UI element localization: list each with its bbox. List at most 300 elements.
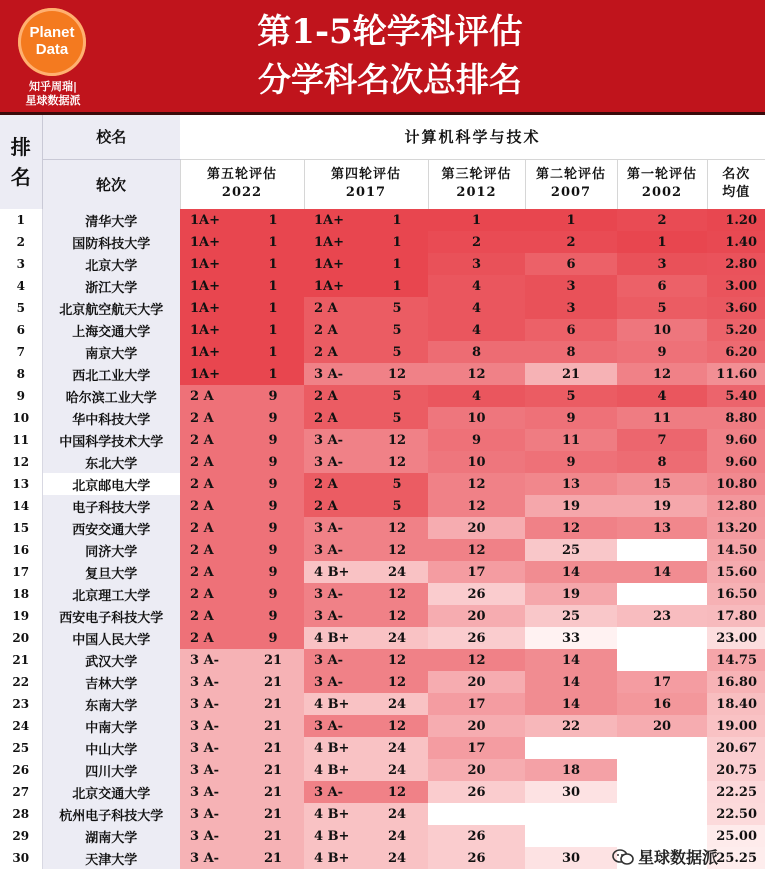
rank-average: 9.60 (707, 451, 765, 473)
grade-2022: 3 A- (180, 737, 242, 759)
rank-2007: 18 (525, 759, 617, 781)
wechat-icon (612, 849, 634, 865)
table-row (0, 583, 765, 605)
row-rank: 18 (0, 583, 42, 605)
rank-2017: 5 (366, 297, 428, 319)
rank-2022: 9 (242, 539, 304, 561)
table-row (0, 605, 765, 627)
round-col-title: 第五轮评估 (181, 166, 304, 184)
grade-2022: 2 A (180, 473, 242, 495)
grade-2022: 3 A- (180, 671, 242, 693)
rank-2007: 8 (525, 341, 617, 363)
table-row (0, 275, 765, 297)
school-name: 北京理工大学 (42, 583, 180, 605)
row-rank: 29 (0, 825, 42, 847)
row-rank: 6 (0, 319, 42, 341)
rank-2022: 21 (242, 847, 304, 869)
round-col-year: 2002 (618, 184, 707, 202)
table-row (0, 451, 765, 473)
rank-2012: 12 (428, 363, 525, 385)
school-name: 北京交通大学 (42, 781, 180, 803)
wechat-watermark (612, 845, 762, 867)
rank-2017: 5 (366, 473, 428, 495)
rank-2012: 12 (428, 473, 525, 495)
rank-2012: 1 (428, 209, 525, 231)
grade-2022: 3 A- (180, 803, 242, 825)
rank-average: 22.25 (707, 781, 765, 803)
rank-2012: 26 (428, 627, 525, 649)
rank-2002: 16 (617, 693, 707, 715)
rank-2002: 15 (617, 473, 707, 495)
rank-2007: 2 (525, 231, 617, 253)
grade-2022: 1A+ (180, 319, 242, 341)
grade-2017: 3 A- (304, 583, 366, 605)
grade-2017: 3 A- (304, 363, 366, 385)
rank-2002 (617, 803, 707, 825)
rank-2022: 9 (242, 473, 304, 495)
rank-2002: 8 (617, 451, 707, 473)
grade-2022: 1A+ (180, 253, 242, 275)
rank-2022: 21 (242, 781, 304, 803)
rank-2012: 26 (428, 583, 525, 605)
grade-2017: 2 A (304, 341, 366, 363)
rank-2012: 12 (428, 539, 525, 561)
rank-2017: 12 (366, 671, 428, 693)
round-col-year: 均值 (708, 184, 765, 202)
school-name: 西安交通大学 (42, 517, 180, 539)
school-name: 杭州电子科技大学 (42, 803, 180, 825)
rank-2012: 12 (428, 649, 525, 671)
grade-2017: 4 B+ (304, 847, 366, 869)
row-rank: 11 (0, 429, 42, 451)
grade-2017: 2 A (304, 385, 366, 407)
rank-2007: 25 (525, 539, 617, 561)
row-rank: 2 (0, 231, 42, 253)
rank-2022: 1 (242, 341, 304, 363)
rank-average: 5.40 (707, 385, 765, 407)
row-rank: 25 (0, 737, 42, 759)
rank-2002: 4 (617, 385, 707, 407)
rank-2007: 30 (525, 781, 617, 803)
table-row (0, 517, 765, 539)
table-row (0, 385, 765, 407)
rank-2012: 4 (428, 319, 525, 341)
rank-average: 22.50 (707, 803, 765, 825)
grade-2017: 1A+ (304, 275, 366, 297)
rank-2017: 24 (366, 847, 428, 869)
rank-header (0, 115, 42, 209)
rank-2012: 17 (428, 561, 525, 583)
table-row (0, 781, 765, 803)
rank-2017: 5 (366, 319, 428, 341)
rank-2017: 24 (366, 825, 428, 847)
grade-2022: 3 A- (180, 759, 242, 781)
rank-2012: 10 (428, 451, 525, 473)
rank-average: 14.50 (707, 539, 765, 561)
school-name: 同济大学 (42, 539, 180, 561)
rank-average: 15.60 (707, 561, 765, 583)
rank-2017: 24 (366, 737, 428, 759)
grade-2017: 3 A- (304, 605, 366, 627)
table-row (0, 715, 765, 737)
rank-2017: 12 (366, 583, 428, 605)
rank-2017: 24 (366, 561, 428, 583)
grade-2017: 3 A- (304, 781, 366, 803)
table-row (0, 649, 765, 671)
table-row (0, 341, 765, 363)
rank-2012: 3 (428, 253, 525, 275)
rank-2007: 33 (525, 627, 617, 649)
round-col-title: 名次 (708, 166, 765, 184)
rank-average: 1.40 (707, 231, 765, 253)
table-row (0, 561, 765, 583)
rank-average: 6.20 (707, 341, 765, 363)
rank-2002: 23 (617, 605, 707, 627)
rank-average: 17.80 (707, 605, 765, 627)
rank-2017: 5 (366, 385, 428, 407)
row-rank: 17 (0, 561, 42, 583)
rank-2007: 3 (525, 297, 617, 319)
row-rank: 10 (0, 407, 42, 429)
rank-average: 1.20 (707, 209, 765, 231)
rank-average: 20.67 (707, 737, 765, 759)
row-rank: 27 (0, 781, 42, 803)
school-name: 国防科技大学 (42, 231, 180, 253)
grade-2017: 2 A (304, 297, 366, 319)
rank-2012: 4 (428, 275, 525, 297)
rank-header-char: 排 (0, 132, 42, 162)
rank-2007: 30 (525, 847, 617, 869)
page-title: 第1-5轮学科评估 (110, 10, 670, 54)
rank-2022: 21 (242, 649, 304, 671)
table-row (0, 495, 765, 517)
logo-line2: Data (18, 42, 86, 58)
rank-2002 (617, 649, 707, 671)
rank-2022: 9 (242, 429, 304, 451)
round-col-title: 第一轮评估 (618, 166, 707, 184)
rank-2002 (617, 627, 707, 649)
rank-2017: 1 (366, 253, 428, 275)
rank-2002 (617, 583, 707, 605)
rank-2007: 6 (525, 319, 617, 341)
rank-2017: 24 (366, 759, 428, 781)
rank-2007: 14 (525, 649, 617, 671)
grade-2022: 2 A (180, 385, 242, 407)
rank-2017: 12 (366, 715, 428, 737)
rank-2022: 21 (242, 715, 304, 737)
rank-2017: 12 (366, 517, 428, 539)
grade-2022: 2 A (180, 407, 242, 429)
rank-2012 (428, 803, 525, 825)
round-col-title: 第四轮评估 (305, 166, 428, 184)
rank-2022: 1 (242, 209, 304, 231)
rank-average: 2.80 (707, 253, 765, 275)
school-name: 北京大学 (42, 253, 180, 275)
row-rank: 5 (0, 297, 42, 319)
table-row (0, 297, 765, 319)
school-name: 北京邮电大学 (42, 473, 180, 495)
rank-2017: 5 (366, 341, 428, 363)
rank-2007: 14 (525, 671, 617, 693)
rank-2012: 26 (428, 781, 525, 803)
school-name: 中南大学 (42, 715, 180, 737)
rank-2002: 13 (617, 517, 707, 539)
table-row (0, 319, 765, 341)
grade-2017: 4 B+ (304, 561, 366, 583)
rank-2012: 20 (428, 517, 525, 539)
grade-2022: 2 A (180, 561, 242, 583)
round-col-year: 2012 (429, 184, 525, 202)
rank-2002: 11 (617, 407, 707, 429)
row-rank: 21 (0, 649, 42, 671)
grade-2022: 1A+ (180, 275, 242, 297)
row-rank: 1 (0, 209, 42, 231)
rank-average: 13.20 (707, 517, 765, 539)
grade-2022: 1A+ (180, 341, 242, 363)
rank-2002: 19 (617, 495, 707, 517)
row-rank: 28 (0, 803, 42, 825)
row-rank: 19 (0, 605, 42, 627)
table-row (0, 627, 765, 649)
row-rank: 3 (0, 253, 42, 275)
rank-average: 16.80 (707, 671, 765, 693)
rank-2022: 21 (242, 737, 304, 759)
table-row (0, 825, 765, 847)
rank-average: 9.60 (707, 429, 765, 451)
row-rank: 24 (0, 715, 42, 737)
rank-average: 19.00 (707, 715, 765, 737)
grade-2022: 2 A (180, 451, 242, 473)
rank-2022: 21 (242, 825, 304, 847)
rank-2022: 21 (242, 671, 304, 693)
grade-2022: 1A+ (180, 231, 242, 253)
table-row (0, 671, 765, 693)
grade-2017: 3 A- (304, 539, 366, 561)
school-name: 四川大学 (42, 759, 180, 781)
rank-2012: 2 (428, 231, 525, 253)
rank-2022: 1 (242, 363, 304, 385)
table-row (0, 473, 765, 495)
rank-2022: 9 (242, 561, 304, 583)
logo-caption-1: 知乎周瑞| (10, 80, 96, 94)
round-col-title: 第二轮评估 (526, 166, 617, 184)
rank-2007: 12 (525, 517, 617, 539)
rank-2017: 1 (366, 209, 428, 231)
rank-2012: 20 (428, 715, 525, 737)
rank-average: 23.00 (707, 627, 765, 649)
rank-2022: 21 (242, 803, 304, 825)
rank-2002: 2 (617, 209, 707, 231)
rank-2022: 9 (242, 385, 304, 407)
grade-2022: 3 A- (180, 847, 242, 869)
school-name: 电子科技大学 (42, 495, 180, 517)
grade-2017: 1A+ (304, 209, 366, 231)
rank-2007: 9 (525, 451, 617, 473)
school-name: 哈尔滨工业大学 (42, 385, 180, 407)
grade-2017: 1A+ (304, 231, 366, 253)
rank-2007: 25 (525, 605, 617, 627)
grade-2022: 3 A- (180, 825, 242, 847)
rank-2002: 7 (617, 429, 707, 451)
round-header: 轮次 (42, 159, 180, 209)
page-subtitle: 分学科名次总排名 (110, 58, 670, 102)
round-col-year: 2007 (526, 184, 617, 202)
rank-2017: 12 (366, 649, 428, 671)
rank-2002: 20 (617, 715, 707, 737)
rank-2012: 26 (428, 847, 525, 869)
planet-data-logo (18, 8, 86, 76)
rank-2002: 9 (617, 341, 707, 363)
rank-2022: 21 (242, 759, 304, 781)
rank-2012: 17 (428, 693, 525, 715)
logo-caption-2: 星球数据派 (10, 94, 96, 108)
school-header: 校名 (42, 115, 180, 159)
row-rank: 20 (0, 627, 42, 649)
school-name: 南京大学 (42, 341, 180, 363)
rank-2022: 21 (242, 693, 304, 715)
rank-2022: 1 (242, 275, 304, 297)
school-name: 西安电子科技大学 (42, 605, 180, 627)
row-rank: 4 (0, 275, 42, 297)
rank-average: 11.60 (707, 363, 765, 385)
school-name: 吉林大学 (42, 671, 180, 693)
grade-2022: 1A+ (180, 297, 242, 319)
rank-2017: 5 (366, 407, 428, 429)
rank-2002: 6 (617, 275, 707, 297)
grade-2022: 2 A (180, 605, 242, 627)
ranking-table (0, 115, 765, 869)
school-name: 中国科学技术大学 (42, 429, 180, 451)
rank-2017: 12 (366, 605, 428, 627)
table-row (0, 759, 765, 781)
row-rank: 26 (0, 759, 42, 781)
rank-2007: 19 (525, 495, 617, 517)
school-name: 西北工业大学 (42, 363, 180, 385)
grade-2017: 4 B+ (304, 759, 366, 781)
rank-2002: 10 (617, 319, 707, 341)
rank-2007: 3 (525, 275, 617, 297)
rank-2002: 17 (617, 671, 707, 693)
rank-2007: 21 (525, 363, 617, 385)
title-banner (0, 0, 765, 112)
rank-2022: 1 (242, 231, 304, 253)
row-rank: 12 (0, 451, 42, 473)
rank-2007: 11 (525, 429, 617, 451)
rank-2012: 20 (428, 605, 525, 627)
rank-2007: 22 (525, 715, 617, 737)
rank-2012: 17 (428, 737, 525, 759)
rank-2002 (617, 825, 707, 847)
rank-2017: 1 (366, 275, 428, 297)
round-col-title: 第三轮评估 (429, 166, 525, 184)
grade-2022: 2 A (180, 539, 242, 561)
rank-2017: 12 (366, 429, 428, 451)
grade-2017: 3 A- (304, 517, 366, 539)
grade-2017: 3 A- (304, 429, 366, 451)
subject-header: 计算机科学与技术 (180, 115, 765, 159)
school-name: 中国人民大学 (42, 627, 180, 649)
grade-2022: 3 A- (180, 693, 242, 715)
row-rank: 30 (0, 847, 42, 869)
rank-2012: 4 (428, 385, 525, 407)
row-rank: 7 (0, 341, 42, 363)
table-row (0, 209, 765, 231)
grade-2017: 2 A (304, 473, 366, 495)
rank-average: 3.00 (707, 275, 765, 297)
rank-average: 25.00 (707, 825, 765, 847)
rank-2012: 8 (428, 341, 525, 363)
rank-2017: 24 (366, 693, 428, 715)
grade-2017: 2 A (304, 407, 366, 429)
rank-2017: 24 (366, 803, 428, 825)
rank-2022: 9 (242, 605, 304, 627)
rank-average: 20.75 (707, 759, 765, 781)
table-row (0, 803, 765, 825)
rank-average: 8.80 (707, 407, 765, 429)
row-rank: 13 (0, 473, 42, 495)
rank-2007 (525, 803, 617, 825)
rank-2007 (525, 737, 617, 759)
row-rank: 22 (0, 671, 42, 693)
rank-2002 (617, 539, 707, 561)
rank-2022: 9 (242, 627, 304, 649)
grade-2017: 3 A- (304, 451, 366, 473)
table-row (0, 253, 765, 275)
grade-2017: 4 B+ (304, 825, 366, 847)
table-row (0, 429, 765, 451)
grade-2017: 2 A (304, 319, 366, 341)
grade-2022: 3 A- (180, 715, 242, 737)
rank-average: 16.50 (707, 583, 765, 605)
rank-2002: 14 (617, 561, 707, 583)
rank-2012: 20 (428, 759, 525, 781)
rank-2007: 13 (525, 473, 617, 495)
rank-2012: 4 (428, 297, 525, 319)
school-name: 武汉大学 (42, 649, 180, 671)
rank-2007: 19 (525, 583, 617, 605)
table-row (0, 231, 765, 253)
grade-2017: 4 B+ (304, 693, 366, 715)
table-row (0, 693, 765, 715)
grade-2017: 4 B+ (304, 627, 366, 649)
grade-2017: 4 B+ (304, 803, 366, 825)
table-row (0, 363, 765, 385)
rank-2022: 9 (242, 517, 304, 539)
table-row (0, 407, 765, 429)
rank-2017: 5 (366, 495, 428, 517)
school-name: 天津大学 (42, 847, 180, 869)
school-name: 复旦大学 (42, 561, 180, 583)
rank-2002 (617, 781, 707, 803)
rank-2007: 1 (525, 209, 617, 231)
round-col-header (428, 159, 525, 209)
rank-2012: 26 (428, 825, 525, 847)
row-rank: 23 (0, 693, 42, 715)
rank-2007: 9 (525, 407, 617, 429)
rank-2007: 6 (525, 253, 617, 275)
rank-average: 18.40 (707, 693, 765, 715)
row-rank: 15 (0, 517, 42, 539)
rank-2017: 12 (366, 363, 428, 385)
rank-2017: 24 (366, 627, 428, 649)
rank-2022: 9 (242, 407, 304, 429)
school-name: 上海交通大学 (42, 319, 180, 341)
school-name: 北京航空航天大学 (42, 297, 180, 319)
rank-2012: 9 (428, 429, 525, 451)
round-col-header (180, 159, 304, 209)
school-name: 东南大学 (42, 693, 180, 715)
rank-average: 14.75 (707, 649, 765, 671)
